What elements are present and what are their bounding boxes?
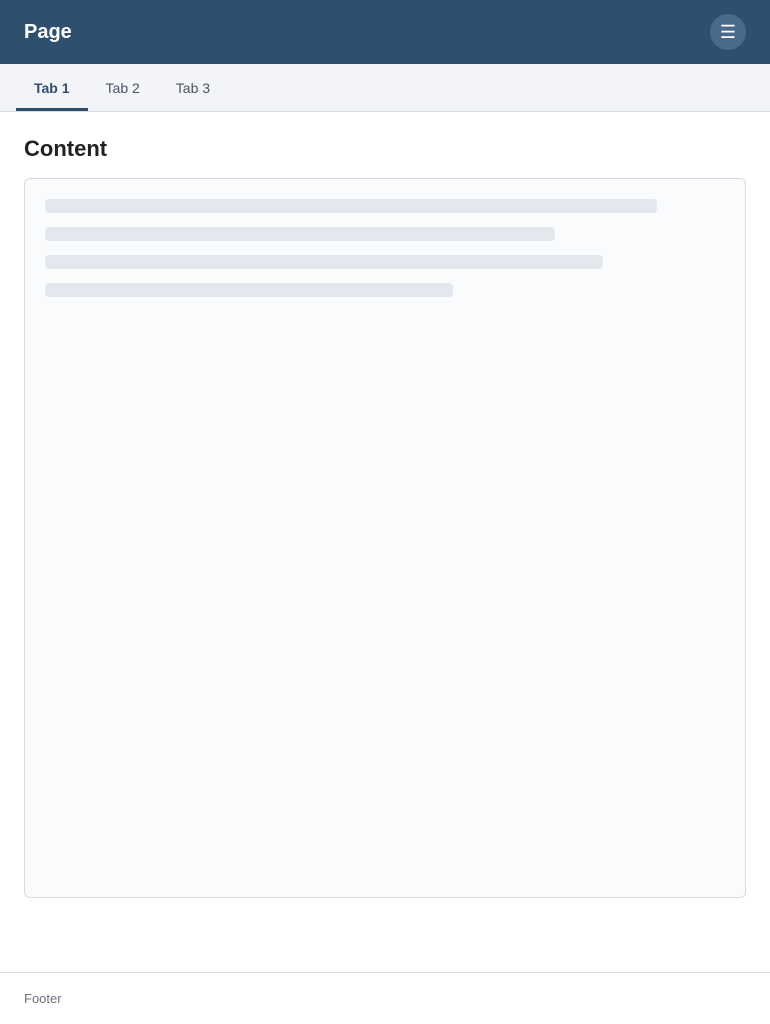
content-placeholder-line bbox=[45, 227, 555, 241]
page-title: Content bbox=[24, 136, 108, 161]
menu-icon[interactable]: ☰ bbox=[710, 14, 746, 50]
tab-1[interactable]: Tab 1 bbox=[16, 64, 88, 111]
main-content bbox=[24, 136, 746, 948]
content-placeholder-line bbox=[45, 283, 453, 297]
content-card bbox=[24, 178, 746, 898]
footer-text: Footer bbox=[24, 991, 62, 1006]
content-placeholder-line bbox=[45, 199, 657, 213]
tab-2[interactable]: Tab 2 bbox=[105, 80, 140, 96]
app-header bbox=[0, 0, 770, 64]
tab-3[interactable]: Tab 3 bbox=[175, 80, 211, 96]
app-title: Page bbox=[24, 20, 72, 43]
nav-tabs bbox=[0, 64, 770, 112]
content-placeholder-line bbox=[45, 255, 603, 269]
app-footer bbox=[0, 972, 770, 1024]
